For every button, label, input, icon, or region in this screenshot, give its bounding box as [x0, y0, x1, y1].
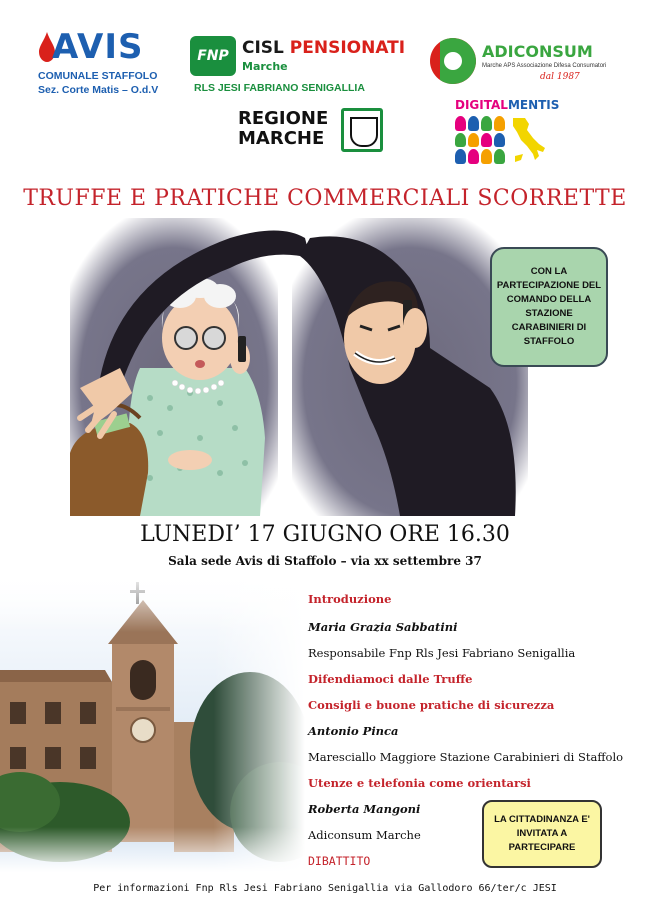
speaker-3-role: Adiconsum Marche	[308, 828, 421, 842]
page-title: TRUFFE E PRATICHE COMMERCIALI SCORRETTE	[23, 186, 627, 211]
regione-marche-logo	[238, 105, 388, 160]
church-photo	[0, 572, 305, 872]
italy-map-icon	[507, 116, 547, 166]
scam-illustration	[70, 218, 528, 516]
topic-2: Consigli e buone pratiche di sicurezza	[308, 698, 555, 712]
speaker-3: Roberta Mangoni	[308, 802, 421, 816]
avis-logo	[38, 27, 173, 105]
topic-1: Difendiamoci dalle Truffe	[308, 672, 473, 686]
fnp-cisl-logo	[190, 32, 420, 102]
digitalmentis-name: DIGITALMENTIS	[455, 98, 560, 112]
avis-line2: Sez. Corte Matis – O.d.V	[38, 84, 159, 96]
speaker-1-role: Responsabile Fnp Rls Jesi Fabriano Senigallia	[308, 646, 576, 660]
regione-name: REGIONE MARCHE	[238, 108, 329, 149]
speaker-1: Maria Grazia Sabbatini	[308, 620, 458, 634]
fnp-title: CISL PENSIONATI	[242, 38, 406, 58]
adiconsum-emblem-icon	[430, 38, 476, 84]
fnp-badge: FNP	[190, 36, 236, 76]
adiconsum-logo	[430, 38, 607, 93]
avis-name: AVIS	[52, 27, 144, 67]
event-place: Sala sede Avis di Staffolo – via xx settembre 37	[168, 554, 482, 568]
event-date: LUNEDI’ 17 GIUGNO ORE 16.30	[140, 522, 510, 547]
topic-3: Utenze e telefonia come orientarsi	[308, 776, 531, 790]
adiconsum-year: dal 1987	[540, 72, 580, 82]
carabinieri-box: CON LA PARTECIPAZIONE DEL COMANDO DELLA STAZIONE CARABINIERI DI STAFFOLO	[490, 247, 608, 367]
digitalmentis-logo	[455, 98, 560, 168]
adiconsum-sub: Marche APS Associazione Difesa Consumatori	[482, 63, 607, 69]
fnp-sub: RLS JESI FABRIANO SENIGALLIA	[194, 82, 365, 94]
program-closing: DIBATTITO	[308, 854, 371, 868]
fnp-region: Marche	[242, 60, 288, 73]
people-icon	[455, 116, 505, 164]
program-intro: Introduzione	[308, 592, 392, 606]
speaker-2-role: Maresciallo Maggiore Stazione Carabinieri di Staffolo	[308, 750, 624, 764]
speaker-2: Antonio Pinca	[308, 724, 399, 738]
adiconsum-name: ADICONSUM	[482, 42, 593, 61]
regione-emblem-icon	[341, 108, 383, 152]
avis-line1: COMUNALE STAFFOLO	[38, 70, 158, 82]
footer-info: Per informazioni Fnp Rls Jesi Fabriano Senigallia via Gallodoro 66/ter/c JESI	[93, 883, 557, 894]
citizens-invite-box: LA CITTADINANZA E' INVITATA A PARTECIPARE	[482, 800, 602, 868]
